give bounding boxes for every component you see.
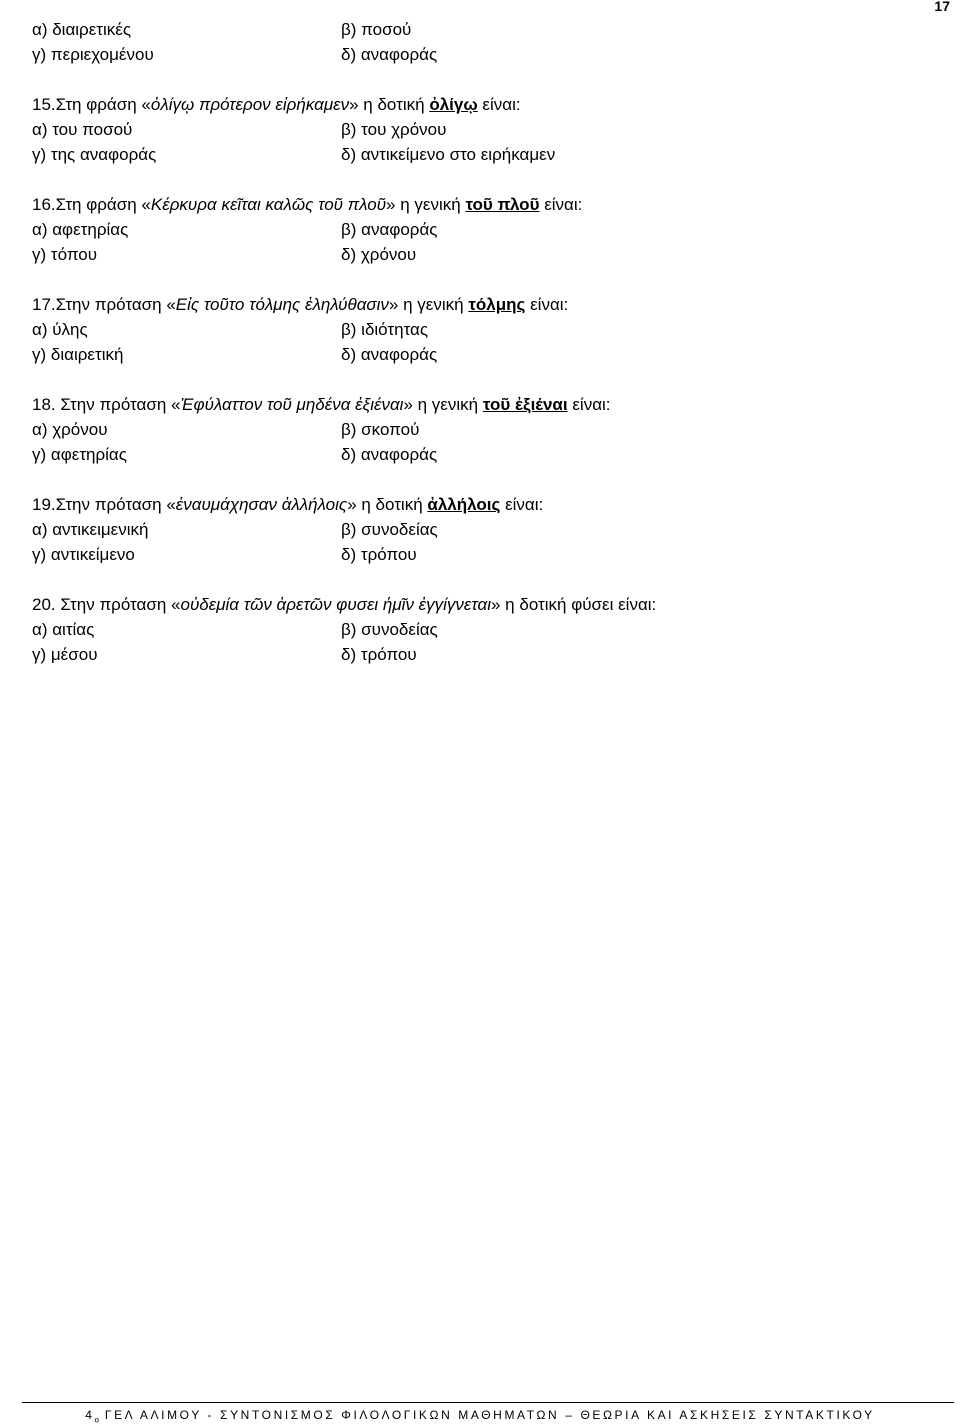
option-row [32, 442, 932, 467]
question-17 [32, 292, 932, 367]
question-text: 18. Στην πρόταση «Ἐφύλαττον τοῦ μηδένα ἐξιέναι» η γενική τοῦ ἐξιέναι είναι: [32, 395, 611, 414]
greek-phrase: Ἐφύλαττον τοῦ μηδένα ἐξιέναι [180, 395, 404, 414]
option-b: β) αναφοράς [341, 220, 438, 239]
target-term: ἀλλήλοις [427, 495, 501, 514]
target-term: τόλμης [468, 295, 526, 314]
option-c: γ) της αναφοράς [32, 145, 157, 164]
option-c: γ) αντικείμενο [32, 545, 135, 564]
option-row [32, 142, 932, 167]
page-number: 17 [934, 0, 950, 14]
question-text: 19.Στην πρόταση «ἐναυμάχησαν ἀλλήλοις» η δοτική ἀλλήλοις είναι: [32, 495, 544, 514]
greek-phrase: οὐδεμία τῶν ἀρετῶν φυσει ἡμῖν ἐγγίγνεται [180, 595, 491, 614]
greek-phrase: Κέρκυρα κεῖται καλῶς τοῦ πλοῦ [150, 195, 387, 214]
target-term: τοῦ ἐξιέναι [482, 395, 568, 414]
question-20 [32, 592, 932, 667]
option-c: γ) αφετηρίας [32, 445, 127, 464]
target-term: ὀλίγῳ [429, 95, 478, 114]
option-row [32, 242, 932, 267]
option-d: δ) αντικείμενο στο ειρήκαμεν [341, 145, 556, 164]
question-text: 17.Στην πρόταση «Εἰς τοῦτο τόλμης ἐληλύθασιν» η γενική τόλμης είναι: [32, 295, 569, 314]
option-d: δ) αναφοράς [341, 45, 438, 64]
option-c: γ) τόπου [32, 245, 98, 264]
option-c: γ) μέσου [32, 645, 98, 664]
option-row [32, 642, 932, 667]
question-18 [32, 392, 932, 467]
question-text: 15.Στη φράση «ὀλίγῳ πρότερον εἰρήκαμεν» η δοτική ὀλίγῳ είναι: [32, 95, 521, 114]
page-footer: $4_o$ ΓΕΛ ΑΛΙΜΟΥ - ΣΥΝΤΟΝΙΣΜΟΣ ΦΙΛΟΛΟΓΙΚΩΝ ΜΑΘΗΜΑΤΩΝ – ΘΕΩΡΙΑ ΚΑΙ ΑΣΚΗΣΕΙΣ ΣΥΝΤΑΚΤΙΚΟΥ [85, 1408, 875, 1425]
option-row [32, 117, 932, 142]
option-row [32, 542, 932, 567]
option-d: δ) αναφοράς [341, 445, 438, 464]
question-text: 20. Στην πρόταση «οὐδεμία τῶν ἀρετῶν φυσει ἡμῖν ἐγγίγνεται» η δοτική φύσει είναι: [32, 595, 657, 614]
question-19 [32, 492, 932, 567]
option-d: δ) αναφοράς [341, 345, 438, 364]
option-a: α) αιτίας [32, 620, 95, 639]
option-a: α) χρόνου [32, 420, 108, 439]
option-row [32, 317, 932, 342]
option-a: α) αφετηρίας [32, 220, 129, 239]
option-a: α) διαιρετικές [32, 20, 132, 39]
option-b: β) ποσού [341, 20, 412, 39]
option-b: β) συνοδείας [341, 620, 438, 639]
option-b: β) συνοδείας [341, 520, 438, 539]
question-15 [32, 92, 932, 167]
option-row [32, 617, 932, 642]
option-row [32, 342, 932, 367]
target-term: τοῦ πλοῦ [465, 195, 540, 214]
option-row [32, 417, 932, 442]
question-16 [32, 192, 932, 267]
target-term: φύσει [571, 595, 614, 614]
greek-phrase: ἐναυμάχησαν ἀλλήλοις [175, 495, 348, 514]
option-row [32, 42, 932, 67]
option-a: α) αντικειμενική [32, 520, 149, 539]
option-b: β) σκοπού [341, 420, 420, 439]
option-row [32, 217, 932, 242]
question-text: 16.Στη φράση «Κέρκυρα κεῖται καλῶς τοῦ πλοῦ» η γενική τοῦ πλοῦ είναι: [32, 195, 583, 214]
greek-phrase: ὀλίγῳ πρότερον εἰρήκαμεν [150, 95, 350, 114]
footer-divider [22, 1402, 954, 1403]
option-d: δ) τρόπου [341, 545, 417, 564]
option-d: δ) χρόνου [341, 245, 417, 264]
option-b: β) ιδιότητας [341, 320, 429, 339]
option-d: δ) τρόπου [341, 645, 417, 664]
worksheet-content [32, 17, 932, 692]
option-a: α) ύλης [32, 320, 88, 339]
option-a: α) του ποσού [32, 120, 133, 139]
option-row [32, 17, 932, 42]
question-block-continued [32, 17, 932, 67]
greek-phrase: Εἰς τοῦτο τόλμης ἐληλύθασιν [175, 295, 389, 314]
option-row [32, 517, 932, 542]
option-c: γ) περιεχομένου [32, 45, 154, 64]
option-b: β) του χρόνου [341, 120, 447, 139]
option-c: γ) διαιρετική [32, 345, 124, 364]
